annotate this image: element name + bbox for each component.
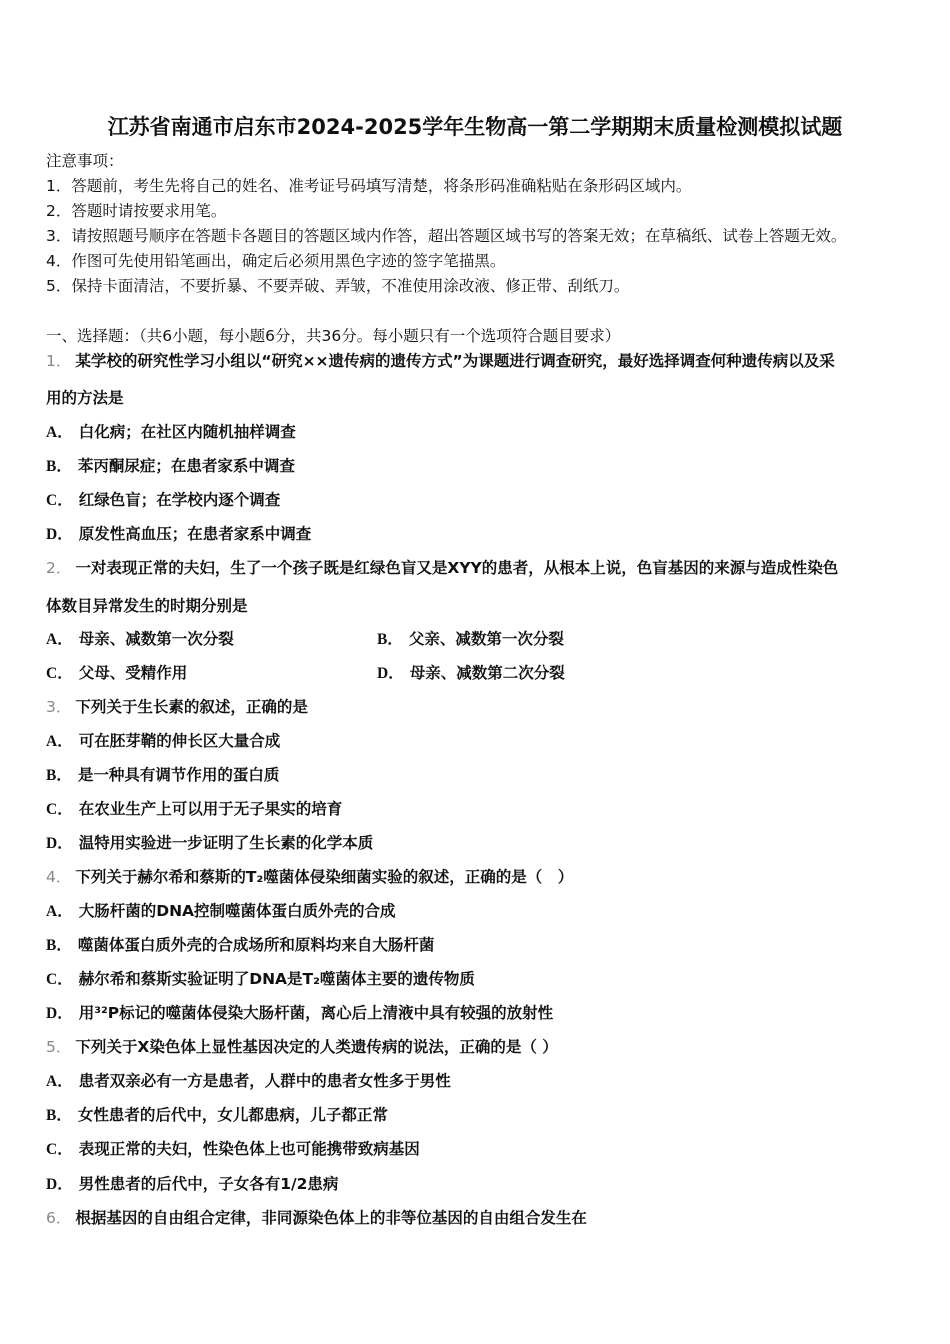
option-b bbox=[377, 629, 564, 650]
question-2-stem-cont: 体数目异常发生的时期分别是 bbox=[46, 597, 248, 615]
option-letter: B． bbox=[46, 767, 72, 784]
question-number: 2． bbox=[46, 559, 72, 577]
option-b bbox=[46, 765, 279, 786]
option-text: 女性患者的后代中，女儿都患病，儿子都正常 bbox=[77, 1106, 388, 1124]
option-b bbox=[46, 1105, 388, 1126]
option-letter: A． bbox=[46, 903, 73, 920]
option-a bbox=[46, 1071, 451, 1092]
option-d bbox=[46, 1174, 338, 1195]
option-c bbox=[46, 799, 342, 820]
question-3-stem bbox=[46, 697, 308, 717]
option-c bbox=[46, 663, 187, 684]
option-letter: B． bbox=[46, 458, 72, 475]
option-letter: B． bbox=[46, 1107, 72, 1124]
option-text: 温特用实验进一步证明了生长素的化学本质 bbox=[78, 834, 374, 852]
option-text: 赫尔希和蔡斯实验证明了DNA是T₂噬菌体主要的遗传物质 bbox=[78, 970, 475, 988]
option-a bbox=[46, 422, 296, 443]
question-number: 3． bbox=[46, 698, 72, 716]
question-number: 1． bbox=[46, 352, 72, 370]
option-text: 在农业生产上可以用于无子果实的培育 bbox=[78, 800, 343, 818]
option-text: 噬菌体蛋白质外壳的合成场所和原料均来自大肠杆菌 bbox=[77, 936, 435, 954]
stem-text: 一对表现正常的夫妇，生了一个孩子既是红绿色盲又是XYY的患者，从根本上说，色盲基因的来源与造成性染色 bbox=[75, 559, 839, 577]
option-a bbox=[46, 731, 280, 752]
option-d bbox=[46, 1003, 553, 1024]
option-c bbox=[46, 1139, 420, 1160]
note-item: 2．答题时请按要求用笔。 bbox=[46, 202, 227, 220]
option-text: 红绿色盲；在学校内逐个调查 bbox=[78, 491, 281, 509]
option-text: 原发性高血压；在患者家系中调查 bbox=[78, 525, 312, 543]
note-item: 5．保持卡面清洁，不要折暴、不要弄破、弄皱，不准使用涂改液、修正带、刮纸刀。 bbox=[46, 277, 630, 295]
option-text: 母亲、减数第一次分裂 bbox=[78, 630, 234, 648]
stem-text: 下列关于X染色体上显性基因决定的人类遗传病的说法，正确的是（ ） bbox=[75, 1038, 558, 1056]
question-number: 5． bbox=[46, 1038, 72, 1056]
stem-text: 下列关于赫尔希和蔡斯的T₂噬菌体侵染细菌实验的叙述，正确的是（ ） bbox=[75, 868, 574, 886]
option-b bbox=[46, 456, 295, 477]
option-letter: C． bbox=[46, 971, 73, 988]
question-2-stem bbox=[46, 558, 838, 578]
option-text: 用³²P标记的噬菌体侵染大肠杆菌，离心后上清液中具有较强的放射性 bbox=[78, 1004, 554, 1022]
option-letter: A． bbox=[46, 733, 73, 750]
option-c bbox=[46, 969, 475, 990]
option-letter: A． bbox=[46, 631, 73, 648]
question-number: 4． bbox=[46, 868, 72, 886]
question-6-stem bbox=[46, 1208, 587, 1228]
option-text: 患者双亲必有一方是患者，人群中的患者女性多于男性 bbox=[78, 1072, 451, 1090]
option-letter: C． bbox=[46, 665, 73, 682]
stem-text: 根据基因的自由组合定律，非同源染色体上的非等位基因的自由组合发生在 bbox=[75, 1209, 587, 1227]
option-text: 父亲、减数第一次分裂 bbox=[408, 630, 564, 648]
section-heading: 一、选择题：（共6小题，每小题6分，共36分。每小题只有一个选项符合题目要求） bbox=[46, 327, 621, 345]
option-text: 母亲、减数第二次分裂 bbox=[409, 664, 565, 682]
question-number: 6． bbox=[46, 1209, 72, 1227]
option-letter: D． bbox=[46, 1005, 73, 1022]
option-letter: C． bbox=[46, 1141, 73, 1158]
note-item: 4．作图可先使用铅笔画出，确定后必须用黑色字迹的签字笔描黑。 bbox=[46, 252, 506, 270]
option-letter: A． bbox=[46, 1073, 73, 1090]
option-text: 大肠杆菌的DNA控制噬菌体蛋白质外壳的合成 bbox=[78, 902, 396, 920]
option-letter: A． bbox=[46, 424, 73, 441]
question-5-stem bbox=[46, 1037, 558, 1057]
option-text: 可在胚芽鞘的伸长区大量合成 bbox=[78, 732, 281, 750]
option-letter: C． bbox=[46, 492, 73, 509]
option-letter: D． bbox=[46, 835, 73, 852]
option-letter: D． bbox=[46, 1176, 73, 1193]
option-text: 表现正常的夫妇，性染色体上也可能携带致病基因 bbox=[78, 1140, 420, 1158]
option-text: 男性患者的后代中，子女各有1/2患病 bbox=[78, 1175, 339, 1193]
option-d bbox=[377, 663, 565, 684]
option-d bbox=[46, 524, 311, 545]
option-letter: B． bbox=[377, 631, 403, 648]
option-c bbox=[46, 490, 280, 511]
option-text: 苯丙酮尿症；在患者家系中调查 bbox=[77, 457, 295, 475]
option-a bbox=[46, 629, 234, 650]
option-text: 是一种具有调节作用的蛋白质 bbox=[77, 766, 280, 784]
option-letter: C． bbox=[46, 801, 73, 818]
option-letter: D． bbox=[46, 526, 73, 543]
option-text: 白化病；在社区内随机抽样调查 bbox=[78, 423, 296, 441]
option-d bbox=[46, 833, 373, 854]
document-title: 江苏省南通市启东市2024-2025学年生物高一第二学期期末质量检测模拟试题 bbox=[107, 115, 843, 139]
note-item: 1．答题前，考生先将自己的姓名、准考证号码填写清楚，将条形码准确粘贴在条形码区域内。 bbox=[46, 177, 692, 195]
option-b bbox=[46, 935, 434, 956]
question-1-stem bbox=[46, 351, 835, 371]
note-item: 3．请按照题号顺序在答题卡各题目的答题区域内作答，超出答题区域书写的答案无效；在草稿纸、试卷上答题无效。 bbox=[46, 227, 847, 245]
stem-text: 某学校的研究性学习小组以“研究××遗传病的遗传方式”为课题进行调查研究，最好选择调查何种遗传病以及采 bbox=[75, 352, 835, 370]
question-4-stem bbox=[46, 867, 573, 887]
option-text: 父母、受精作用 bbox=[78, 664, 188, 682]
option-a bbox=[46, 901, 396, 922]
question-1-stem-cont: 用的方法是 bbox=[46, 389, 124, 407]
notes-heading: 注意事项： bbox=[46, 152, 124, 170]
option-letter: D． bbox=[377, 665, 404, 682]
option-letter: B． bbox=[46, 937, 72, 954]
stem-text: 下列关于生长素的叙述，正确的是 bbox=[75, 698, 308, 716]
